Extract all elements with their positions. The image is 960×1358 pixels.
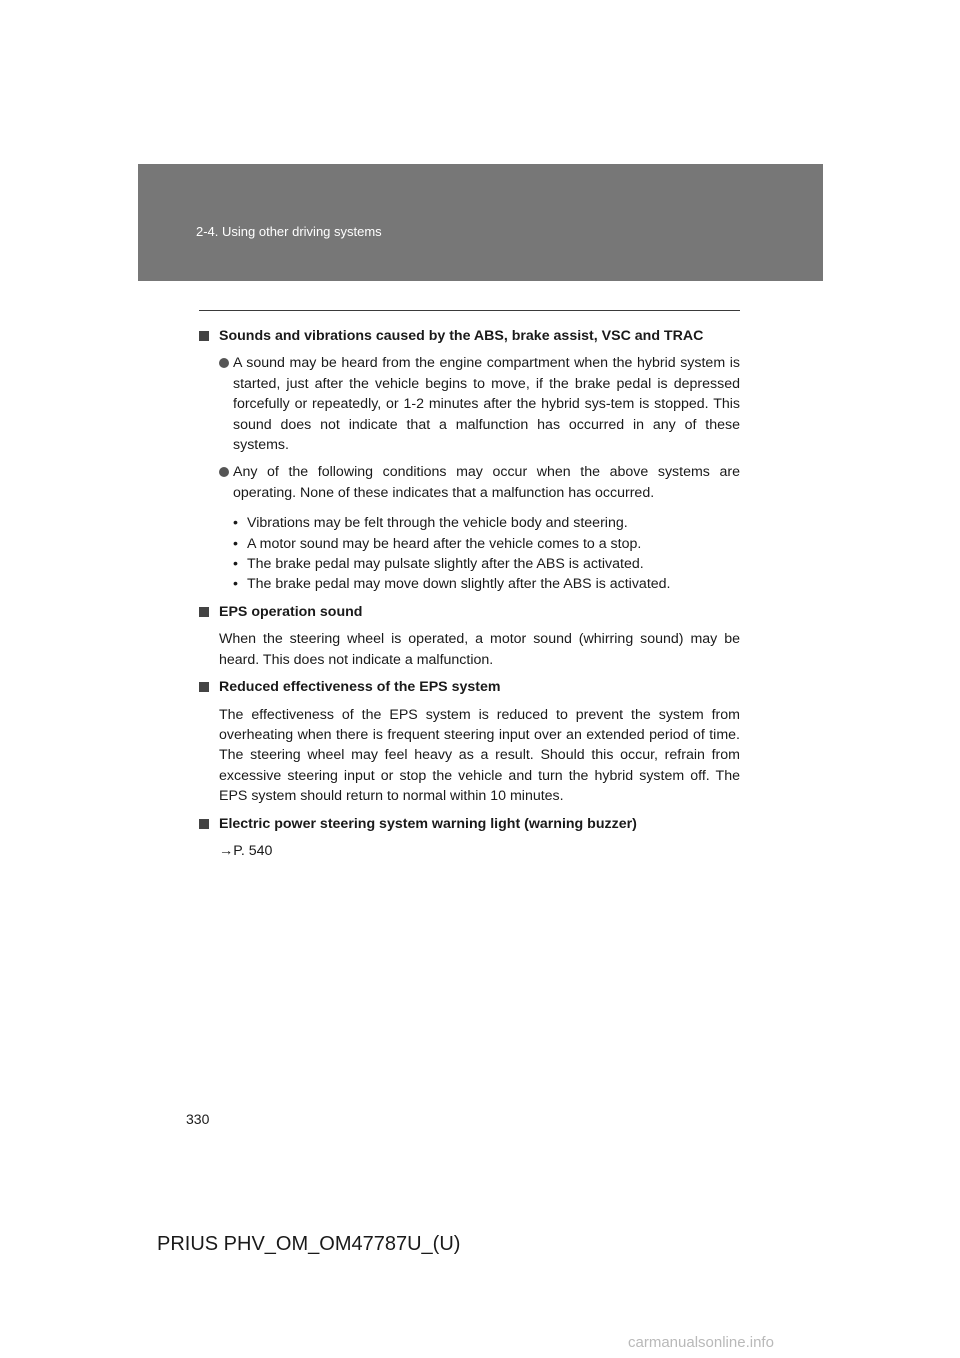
section-heading: Reduced effectiveness of the EPS system — [199, 677, 740, 697]
section-eps-sound — [199, 602, 740, 670]
page-content — [199, 326, 740, 861]
dot-bullet-icon: • — [233, 556, 238, 573]
bullet-list-item: • A motor sound may be heard after the vehicle comes to a stop. — [199, 534, 740, 554]
circle-bullet-icon — [219, 358, 229, 368]
circle-bullet-icon — [219, 467, 229, 477]
section-heading: Sounds and vibrations caused by the ABS, brake assist, VSC and TRAC — [199, 326, 740, 346]
section-label: 2-4. Using other driving systems — [196, 224, 382, 239]
section-body: When the steering wheel is operated, a motor sound (whirring sound) may be heard. This does not indicate a malfunction. — [219, 631, 740, 668]
watermark: carmanualsonline.info — [628, 1334, 774, 1351]
bullet-list — [199, 513, 740, 595]
top-divider — [199, 310, 740, 311]
circle-list-item: Any of the following conditions may occur when the above systems are operating. None of these indicates that a malfunction has occurred. — [199, 462, 740, 503]
square-bullet-icon — [199, 682, 209, 692]
section-abs-sounds — [199, 326, 740, 595]
square-bullet-icon — [199, 607, 209, 617]
square-bullet-icon — [199, 819, 209, 829]
dot-bullet-icon: • — [233, 576, 238, 593]
bullet-list-item: • Vibrations may be felt through the vehicle body and steering. — [199, 513, 740, 533]
document-code: PRIUS PHV_OM_OM47787U_(U) — [157, 1233, 461, 1255]
bullet-list-item: • The brake pedal may pulsate slightly after the ABS is activated. — [199, 554, 740, 574]
square-bullet-icon — [199, 331, 209, 341]
section-eps-warning-light — [199, 814, 740, 862]
page-reference-link[interactable]: →P. 540 — [219, 842, 273, 859]
section-header-band — [138, 164, 823, 281]
section-body: The effectiveness of the EPS system is reduced to prevent the system from overheating when there is frequent steering input over an extended period of time. The steering wheel may feel heavy as a result. Should this occur, refrain from excessive steering input or stop the vehicle and turn the hybrid system off. The EPS system should return to normal within 10 minutes. — [219, 706, 740, 805]
section-eps-effectiveness — [199, 677, 740, 806]
page-number: 330 — [186, 1111, 210, 1127]
section-heading: Electric power steering system warning light (warning buzzer) — [199, 814, 740, 834]
bullet-list-item: • The brake pedal may move down slightly after the ABS is activated. — [199, 574, 740, 594]
circle-list-item: A sound may be heard from the engine compartment when the hybrid system is started, just after the vehicle begins to move, if the brake pedal is depressed forcefully or repeatedly, or 1-2 minutes after the hybrid sys-tem is stopped. This sound does not indicate that a malfunction has occurred in any of these systems. — [199, 353, 740, 455]
dot-bullet-icon: • — [233, 535, 238, 552]
dot-bullet-icon: • — [233, 515, 238, 532]
section-heading: EPS operation sound — [199, 602, 740, 622]
